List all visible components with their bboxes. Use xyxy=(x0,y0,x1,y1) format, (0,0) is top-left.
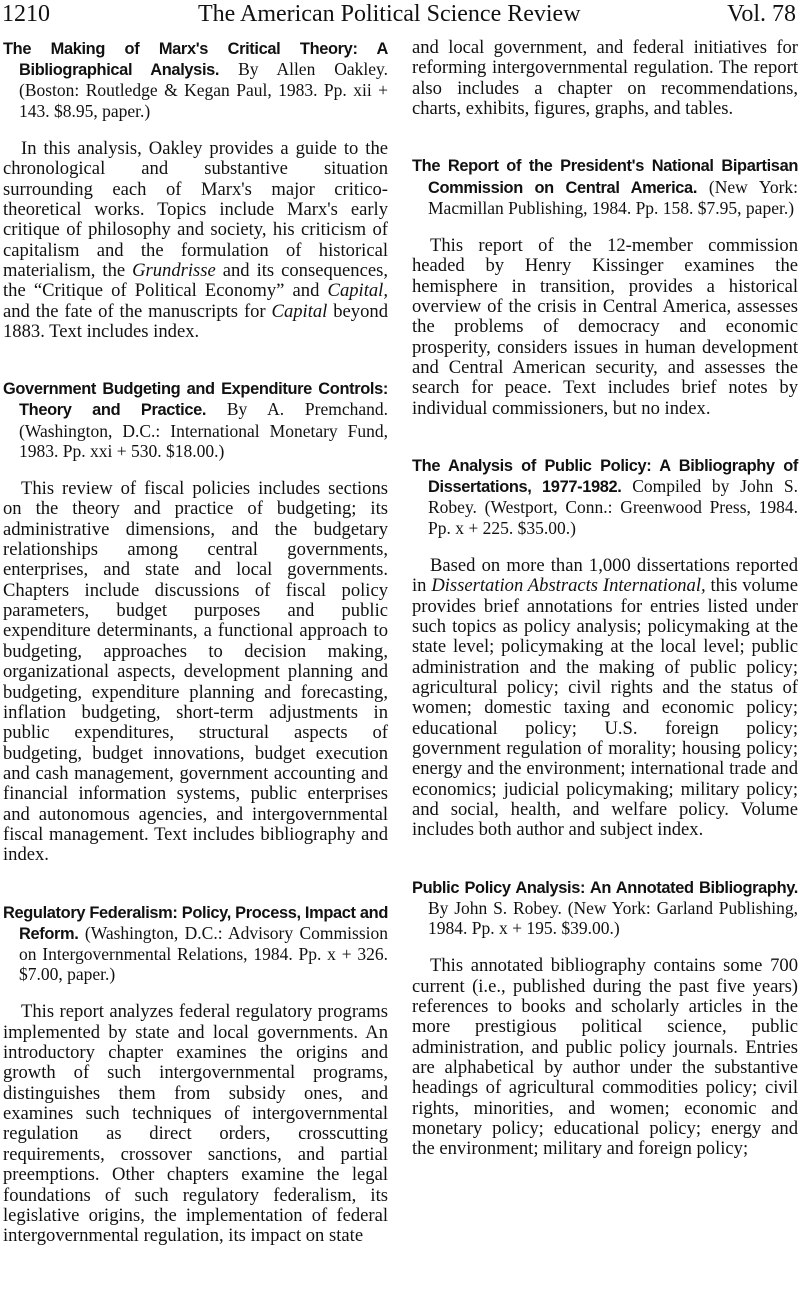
book-entry xyxy=(412,455,798,841)
entry-title: Regulatory Federalism: Policy, Process, Impact and Reform. xyxy=(3,903,388,943)
abstract-italic-text: Dissertation Abstracts International, xyxy=(431,575,706,597)
entry-heading xyxy=(3,38,388,121)
entry-citation: By John S. Robey. (New York: Garland Publishing, 1984. Pp. x + 195. $39.00.) xyxy=(428,897,798,939)
abstract-italic-text: Grundrisse xyxy=(132,259,216,281)
entry-heading xyxy=(412,455,798,538)
abstract-italic-text: Capital xyxy=(271,300,328,322)
entry-title: Government Budgeting and Expenditure Controls: Theory and Practice. xyxy=(3,380,388,420)
book-entry xyxy=(412,877,798,1160)
book-entry xyxy=(3,38,388,342)
entry-citation: (Washington, D.C.: Advisory Commission on Intergovernmental Relations, 1984. Pp. x + 326. $7.00, paper.) xyxy=(19,922,388,985)
running-header xyxy=(0,0,800,30)
entry-abstract: This review of fiscal policies includes sections on the theory and practice of budgeting; its administrative dimensions, and the budgetary relationships among central governments, enterprises, and state and local governments. Chapters include discussions of fiscal policy parameters, budget purposes and public expenditure determinants, a functional approach to budgeting, approaches to decision making, organizational aspects, development planning and budgeting, expenditure planning and forecasting, inflation budgeting, short-term adjustments in public expenditures, structural aspects of budgeting, budget innovations, budget execution and cash management, government accounting and financial information systems, public enterprises and autonomous agencies, and intergovernmental fiscal management. Text includes bibliography and index. xyxy=(3,478,388,866)
entry-citation: By Allen Oakley. (Boston: Routledge & Kegan Paul, 1983. Pp. xii + 143. $8.95, paper.) xyxy=(19,59,389,121)
entry-heading xyxy=(412,155,798,218)
entry-abstract-continuation: and local government, and federal initiatives for reforming intergovernmental regulation. The report also includes a chapter on recommendations, charts, exhibits, figures, graphs, and tables. xyxy=(412,37,798,120)
abstract-text: this volume provides brief annotations for entries listed under such topics as policy analysis; policymaking at the state level; policymaking at the local level; public administration and the making of public policy; agricultural policy; civil rights and the status of women; domestic taxing and economic policy; educational policy; U.S. foreign policy; government regulation of morality; housing policy; energy and the environment; international trade and economics; judicial policymaking; military policy; and social, health, and welfare policy. Volume includes both author and subject index. xyxy=(412,575,798,841)
entry-heading xyxy=(3,378,388,461)
abstract-italic-text: Capital, xyxy=(327,280,388,302)
book-entry xyxy=(3,378,388,865)
entry-title: The Analysis of Public Policy: A Bibliography of Dissertations, 1977-1982. xyxy=(412,457,798,497)
entry-abstract: This report analyzes federal regulatory programs implemented by state and local governments. An introductory chapter examines the origins and growth of such intergovernmental programs, distinguishes them from subsidy ones, and examines such techniques of intergovernmental regulation as direct orders, crosscutting requirements, crossover sanctions, and partial preemptions. Other chapters examine the legal foundations of such regulatory federalism, its legislative origins, the implementation of federal intergovernmental regulation, its impact on state xyxy=(3,1001,388,1247)
abstract-text: In this analysis, Oakley provides a guide to the chronological and substantive situation surrounding each of Marx's major critico-theoretical works. Topics include Marx's early critique of philosophy and society, his criticism of capitalism and the formulation of historical materialism, the xyxy=(3,137,388,281)
entry-abstract xyxy=(412,556,798,841)
entry-heading xyxy=(3,902,388,985)
page-number: 1210 xyxy=(2,1,50,27)
book-entry xyxy=(412,155,798,419)
abstract-text: and its consequences, the “Critique of Political Economy” and xyxy=(3,259,388,302)
entry-title: The Report of the President's National Bipartisan Commission on Central America. xyxy=(412,157,798,197)
entry-abstract: This annotated bibliography contains some 700 current (i.e., published during the past five years) references to books and scholarly articles in the more prestigious political science, public administration, and public policy journals. Entries are alphabetical by author under the substantive headings of agricultural commodities policy; civil rights, minorities, and women; economic and monetary policy; educational policy; energy and the environment; military and foreign policy; xyxy=(412,955,798,1160)
entry-abstract xyxy=(3,139,388,342)
entry-title: The Making of Marx's Critical Theory: A Bibliographical Analysis. xyxy=(3,40,388,80)
left-column xyxy=(3,38,388,1247)
abstract-text: Based on more than 1,000 dissertations reported in xyxy=(412,554,798,597)
abstract-text: beyond 1883. Text includes index. xyxy=(3,300,388,342)
entry-citation: Compiled by John S. Robey. (Westport, Conn.: Greenwood Press, 1984. Pp. x + 225. $35.00.) xyxy=(428,476,799,538)
abstract-text: and the fate of the manuscripts for xyxy=(3,300,272,322)
entry-title: Public Policy Analysis: An Annotated Bibliography. xyxy=(412,878,798,897)
entry-heading xyxy=(412,877,798,939)
entry-abstract: This report of the 12-member commission headed by Henry Kissinger examines the hemisphere in transition, provides a historical overview of the crisis in Central America, assesses the problems of democracy and economic prosperity, considers issues in human development and Central American security, and assesses the search for peace. Text includes brief notes by individual commissioners, but no index. xyxy=(412,234,798,419)
book-entry xyxy=(3,902,388,1247)
entry-citation: By A. Premchand. (Washington, D.C.: International Monetary Fund, 1983. Pp. xxi + 530. $18.00.) xyxy=(19,399,389,461)
volume-label: Vol. 78 xyxy=(727,1,796,27)
entry-citation: (New York: Macmillan Publishing, 1984. Pp. 158. $7.95, paper.) xyxy=(428,176,799,218)
right-column xyxy=(412,38,798,1160)
journal-title: The American Political Science Review xyxy=(198,1,581,27)
